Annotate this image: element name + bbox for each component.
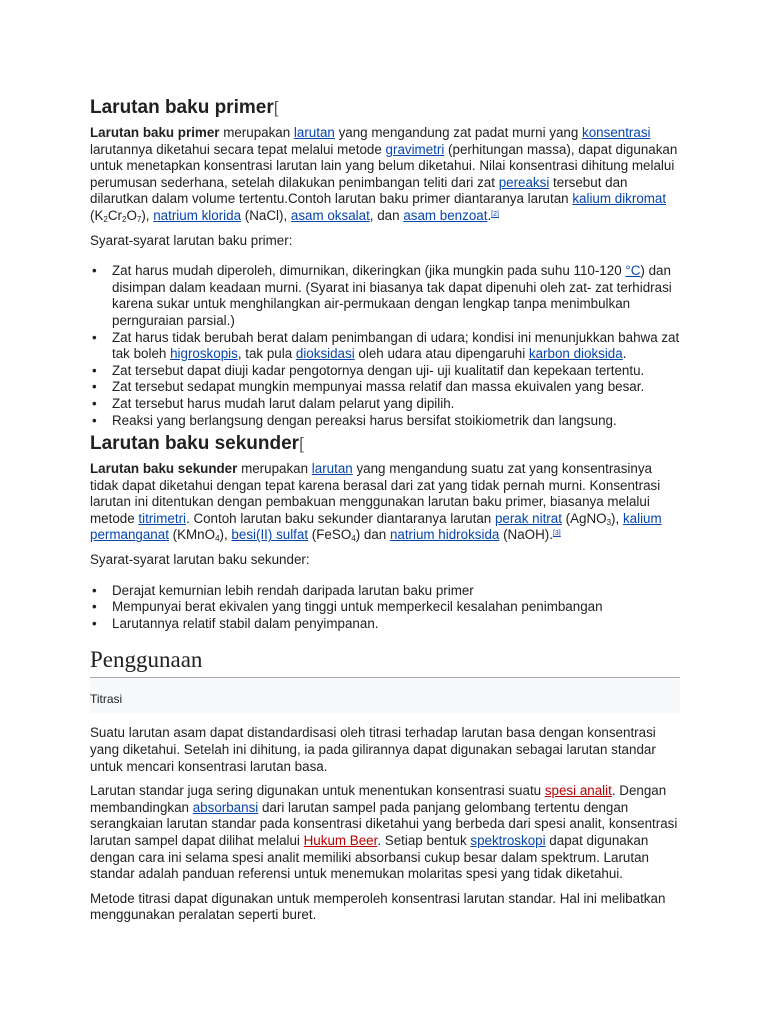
- list-item: • Zat tersebut sedapat mungkin mempunyai massa relatif dan massa ekuivalen yang besar.: [112, 379, 680, 396]
- reference-link[interactable]: [3]: [552, 530, 561, 538]
- term-bold: Larutan baku primer: [90, 125, 220, 140]
- link-titrimetri[interactable]: titrimetri: [138, 510, 186, 526]
- link-spektroskopi[interactable]: spektroskopi: [470, 833, 546, 848]
- link-karbon-dioksida[interactable]: karbon dioksida: [528, 346, 623, 362]
- link-celsius[interactable]: °C: [625, 263, 641, 279]
- link-spesi-analit[interactable]: spesi analit: [544, 783, 612, 799]
- link-kalium-permanganat[interactable]: kalium permanganat: [90, 510, 662, 543]
- edit-bracket[interactable]: [: [273, 98, 279, 117]
- list-item: • Zat harus mudah diperoleh, dimurnikan, dikeringkan (jika mungkin pada suhu 110-120 °C) dan disimpan dalam keadaan murni. (Syarat ini biasanya tak dapat dipenuhi oleh zat- zat terhidrasi karena sukar untuk menghilangkan air-permukaan dengan lengkap tanpa menimbulkan pernguraian parsial.): [112, 263, 680, 329]
- list-item: • Reaksi yang berlangsung dengan pereaksi harus bersifat stoikiometrik dan langsung.: [112, 413, 680, 430]
- subsection-label: Titrasi: [90, 692, 123, 707]
- link-natrium-klorida[interactable]: natrium klorida: [153, 207, 242, 223]
- list-item: • Zat tersebut dapat diuji kadar pengotornya dengan uji- uji kualitatif dan kepekaan tertentu.: [112, 363, 680, 380]
- list-item: • Zat tersebut harus mudah larut dalam pelarut yang dipilih.: [112, 396, 680, 413]
- paragraph-titrasi: Suatu larutan asam dapat distandardisasi oleh titrasi terhadap larutan basa dengan konsentrasi yang diketahui. Setelah ini dihitung, ia pada gilirannya dapat digunakan sebagai larutan standar untuk mencari konsentrasi larutan basa.: [90, 725, 656, 774]
- reference-link[interactable]: [2]: [491, 210, 499, 218]
- link-besi-ii-sulfat[interactable]: besi(II) sulfat: [231, 527, 309, 543]
- paragraph-metode-titrasi: Metode titrasi dapat digunakan untuk memperoleh konsentrasi larutan standar. Hal ini melibatkan menggunakan peralatan seperti buret.: [90, 890, 666, 923]
- term-bold: Larutan baku sekunder: [90, 461, 238, 477]
- list-item: • Larutannya relatif stabil dalam penyimpanan.: [112, 616, 680, 633]
- edit-bracket[interactable]: [: [299, 434, 304, 454]
- paragraph-sekunder-definition: Larutan baku sekunder merupakan larutan yang mengandung suatu zat yang konsentrasinya tidak dapat diketahui dengan tepat karena berasal dari zat yang tidak pernah murni. Konsentrasi larutan ini ditentukan dengan pembakuan menggunakan larutan baku primer, biasanya melalui metode titrimetri. Contoh larutan baku sekunder diantaranya larutan perak nitrat (AgNO$_3$), kalium permanganat (KMnO$_4$), besi(II) sulfat (FeSO$_4$) dan natrium hidroksida (NaOH).[3]: [90, 461, 662, 544]
- heading-larutan-baku-sekunder: [90, 433, 680, 455]
- requirements-intro-primer: Syarat-syarat larutan baku primer:: [90, 232, 293, 248]
- heading-text: Larutan baku sekunder: [90, 433, 300, 455]
- list-item: • Derajat kemurnian lebih rendah daripada larutan baku primer: [112, 583, 680, 600]
- link-pereaksi[interactable]: pereaksi: [498, 174, 550, 190]
- article-content: [90, 97, 680, 932]
- subsection-box-titrasi: [90, 678, 680, 713]
- link-natrium-hidroksida[interactable]: natrium hidroksida: [389, 527, 500, 543]
- link-absorbansi[interactable]: absorbansi: [192, 799, 259, 815]
- link-dioksidasi[interactable]: dioksidasi: [295, 346, 355, 362]
- requirements-list-primer: [90, 263, 680, 429]
- link-perak-nitrat[interactable]: perak nitrat: [494, 510, 562, 526]
- heading-penggunaan: Penggunaan: [90, 646, 680, 678]
- link-kalium-dikromat[interactable]: kalium dikromat: [572, 191, 667, 207]
- link-asam-benzoat[interactable]: asam benzoat: [403, 207, 488, 223]
- link-konsentrasi[interactable]: konsentrasi: [582, 125, 651, 140]
- link-asam-oksalat[interactable]: asam oksalat: [290, 207, 370, 223]
- list-item: • Zat harus tidak berubah berat dalam penimbangan di udara; kondisi ini menunjukkan bahwa zat tak boleh higroskopis, tak pula dioksidasi oleh udara atau dipengaruhi karbon dioksida.: [112, 330, 680, 363]
- requirements-list-sekunder: [90, 583, 680, 633]
- link-larutan[interactable]: larutan: [293, 125, 335, 140]
- paragraph-primer-definition: Larutan baku primer merupakan larutan yang mengandung zat padat murni yang konsentrasi larutannya diketahui secara tepat melalui metode gravimetri (perhitungan massa), dapat digunakan untuk menetapkan konsentrasi larutan lain yang belum diketahui. Nilai konsentrasi dihitung melalui perumusan sederhana, setelah dilakukan penimbangan teliti dari zat pereaksi tersebut dan dilarutkan dalam volume tertentu.Contoh larutan baku primer diantaranya larutan kalium dikromat $(K_2Cr_2O_7)$, natrium klorida (NaCl), asam oksalat, dan asam benzoat.[2]: [90, 125, 678, 224]
- heading-larutan-baku-primer: [90, 97, 680, 119]
- link-higroskopis[interactable]: higroskopis: [170, 346, 238, 362]
- requirements-intro-sekunder: Syarat-syarat larutan baku sekunder:: [90, 552, 310, 568]
- heading-text: Larutan baku primer: [90, 97, 274, 118]
- list-item: • Mempunyai berat ekivalen yang tinggi untuk memperkecil kesalahan penimbangan: [112, 599, 680, 616]
- link-gravimetri[interactable]: gravimetri: [385, 141, 445, 157]
- link-larutan[interactable]: larutan: [311, 461, 353, 477]
- link-hukum-beer[interactable]: Hukum Beer: [303, 833, 378, 848]
- paragraph-spektroskopi: Larutan standar juga sering digunakan untuk menentukan konsentrasi suatu spesi analit. Dengan membandingkan absorbansi dari larutan sampel pada panjang gelombang tertentu dengan serangkaian larutan standar pada konsentrasi diketahui yang berbeda dari spesi analit, konsentrasi larutan sampel dapat dilihat melalui Hukum Beer. Setiap bentuk spektroskopi dapat digunakan dengan cara ini selama spesi analit memiliki absorbansi cukup besar dalam spektrum. Larutan standar adalah panduan referensi untuk menemukan molaritas spesi yang tidak diketahui.: [90, 783, 678, 882]
